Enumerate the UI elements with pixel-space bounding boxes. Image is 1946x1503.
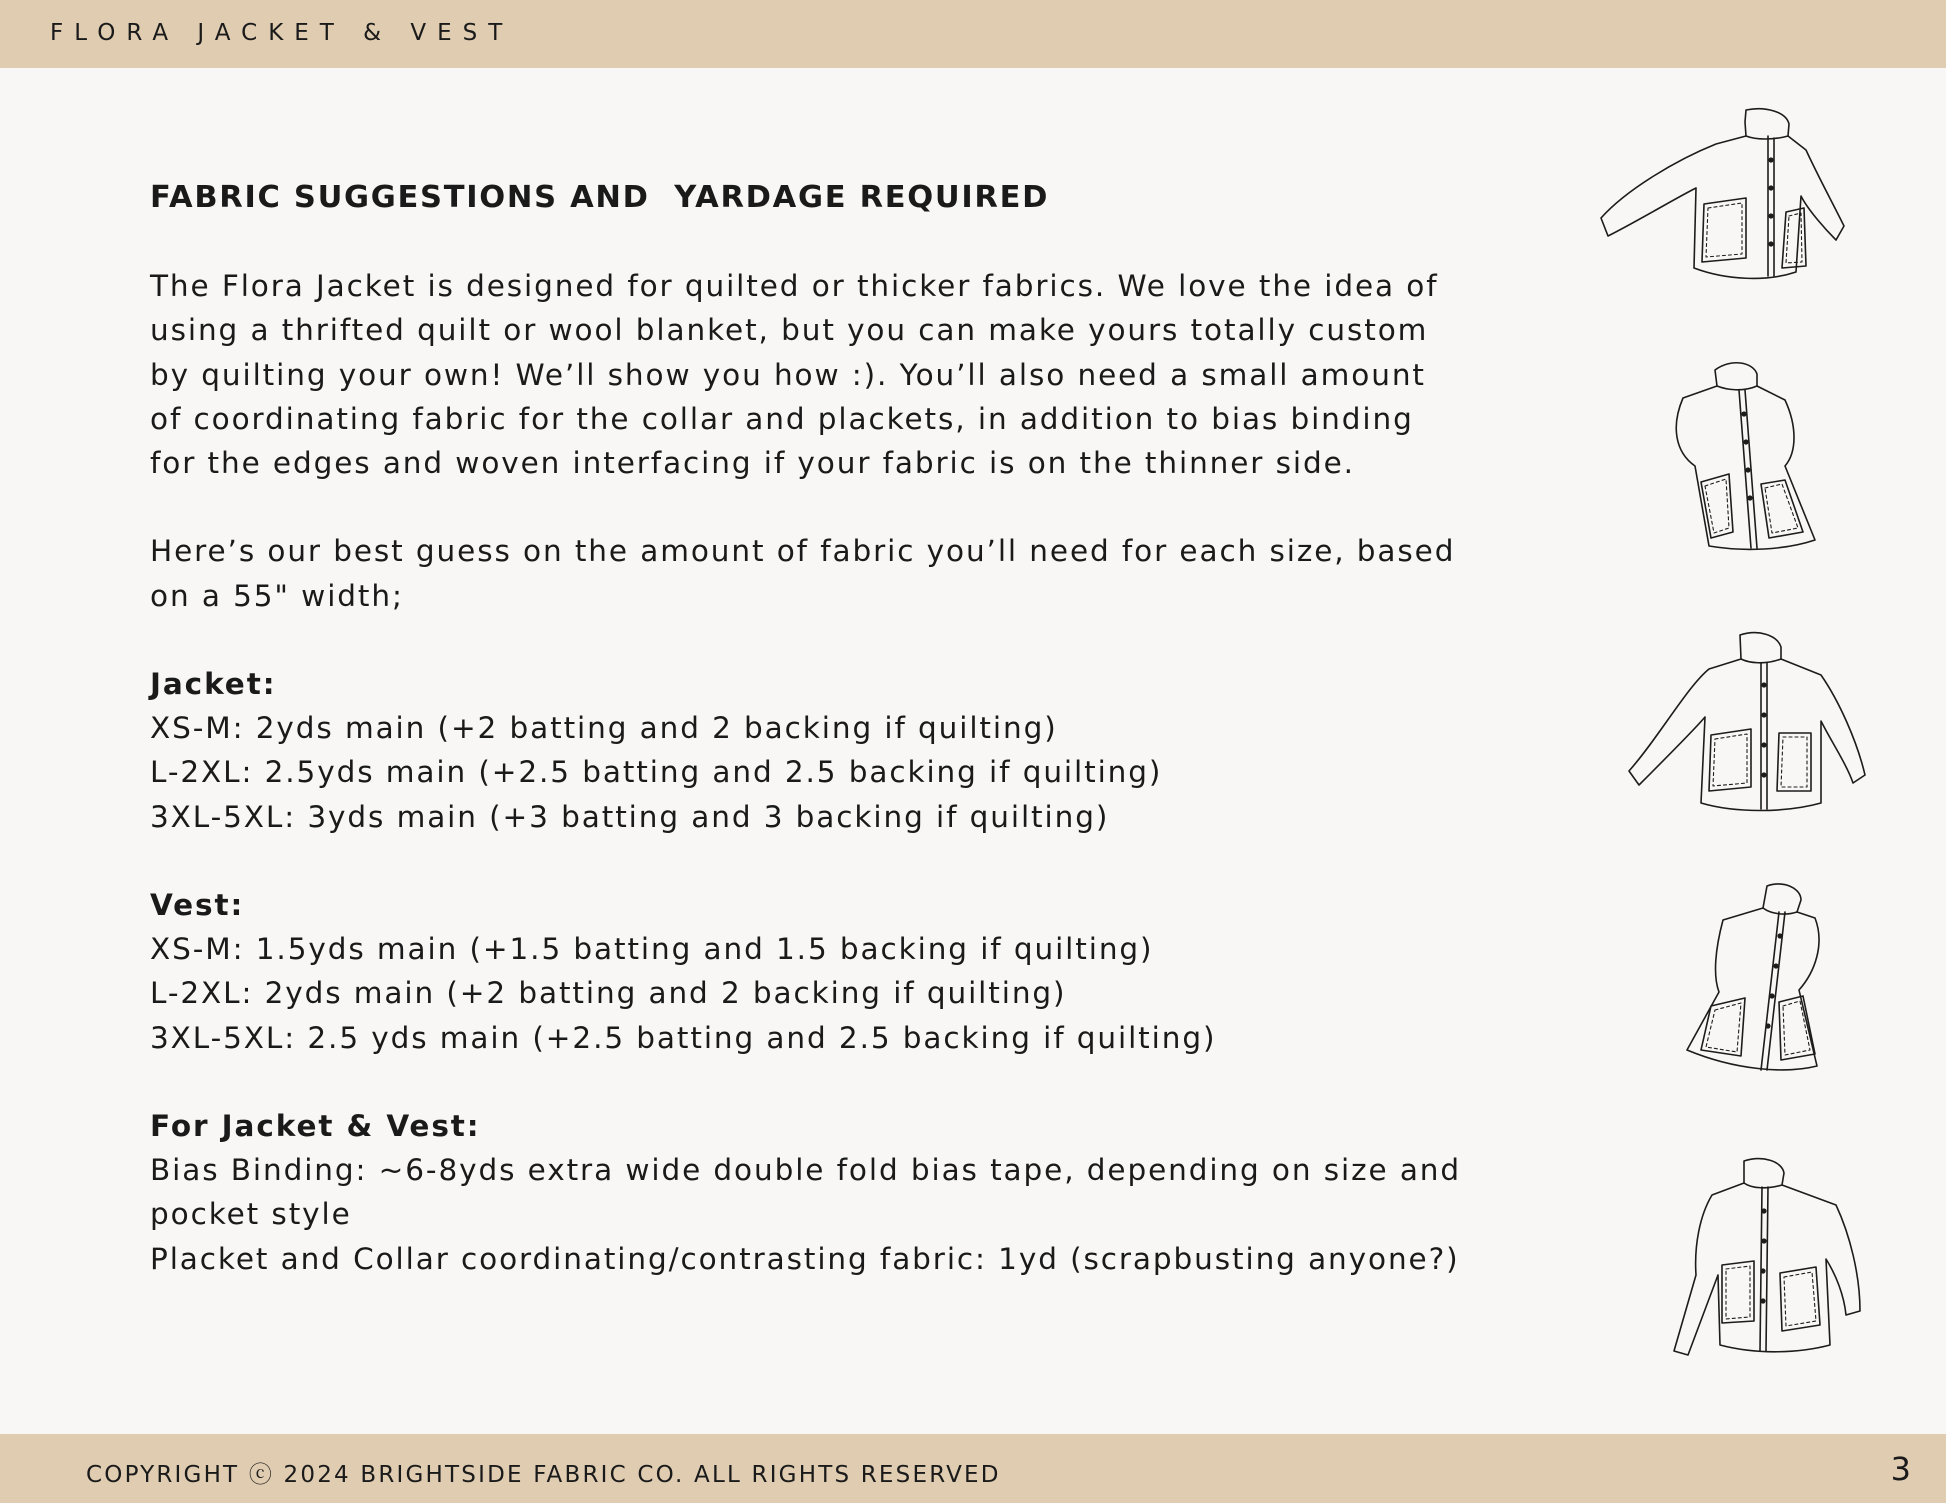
vest-yardage-line: L-2XL: 2yds main (+2 batting and 2 backing if quilting) [150, 976, 1067, 1011]
intro-line: using a thrifted quilt or wool blanket, but you can make yours totally custom [150, 313, 1429, 348]
footer-bar [0, 1434, 1946, 1503]
page-number: 3 [1890, 1450, 1911, 1488]
vest-yardage-line: XS-M: 1.5yds main (+1.5 batting and 1.5 backing if quilting) [150, 932, 1154, 967]
jacket-yardage-line: L-2XL: 2.5yds main (+2.5 batting and 2.5 backing if quilting) [150, 755, 1163, 790]
main-content [150, 176, 1610, 1281]
intro-line: by quilting your own! We’ll show you how :). You’ll also need a small amount [150, 357, 1426, 392]
cropped-jacket-illustration [1596, 100, 1846, 285]
jacket-yardage-line: XS-M: 2yds main (+2 batting and 2 backing if quilting) [150, 711, 1058, 746]
notions-line: Bias Binding: ~6-8yds extra wide double fold bias tape, depending on size and [150, 1153, 1462, 1188]
vest-yardage-line: 3XL-5XL: 2.5 yds main (+2.5 batting and 2.5 backing if quilting) [150, 1020, 1217, 1055]
intro-line: of coordinating fabric for the collar and plackets, in addition to bias binding [150, 401, 1414, 436]
jacket-label: Jacket: [150, 667, 277, 701]
notions-line: pocket style [150, 1197, 352, 1232]
vest-illustration [1675, 880, 1845, 1080]
vest-illustration [1665, 356, 1835, 556]
vest-label: Vest: [150, 888, 245, 922]
intro-line: for the edges and woven interfacing if your fabric is on the thinner side. [150, 446, 1355, 481]
section-heading: FABRIC SUGGESTIONS AND YARDAGE REQUIRED [150, 180, 1050, 215]
header-bar [0, 0, 1946, 68]
guess-line: Here’s our best guess on the amount of fabric you’ll need for each size, based [150, 534, 1456, 569]
jacket-illustration [1660, 1155, 1870, 1365]
notions-line: Placket and Collar coordinating/contrasting fabric: 1yd (scrapbusting anyone?) [150, 1241, 1460, 1276]
jacket-illustration [1625, 625, 1875, 815]
document-title: FLORA JACKET & VEST [50, 20, 514, 46]
jacket-yardage-line: 3XL-5XL: 3yds main (+3 batting and 3 backing if quilting) [150, 799, 1110, 834]
jacket-and-vest-label: For Jacket & Vest: [150, 1109, 481, 1143]
intro-line: The Flora Jacket is designed for quilted or thicker fabrics. We love the idea of [150, 269, 1439, 304]
guess-line: on a 55" width; [150, 578, 404, 613]
copyright-notice: COPYRIGHT ⓒ 2024 BRIGHTSIDE FABRIC CO. ALL RIGHTS RESERVED [86, 1462, 1001, 1488]
